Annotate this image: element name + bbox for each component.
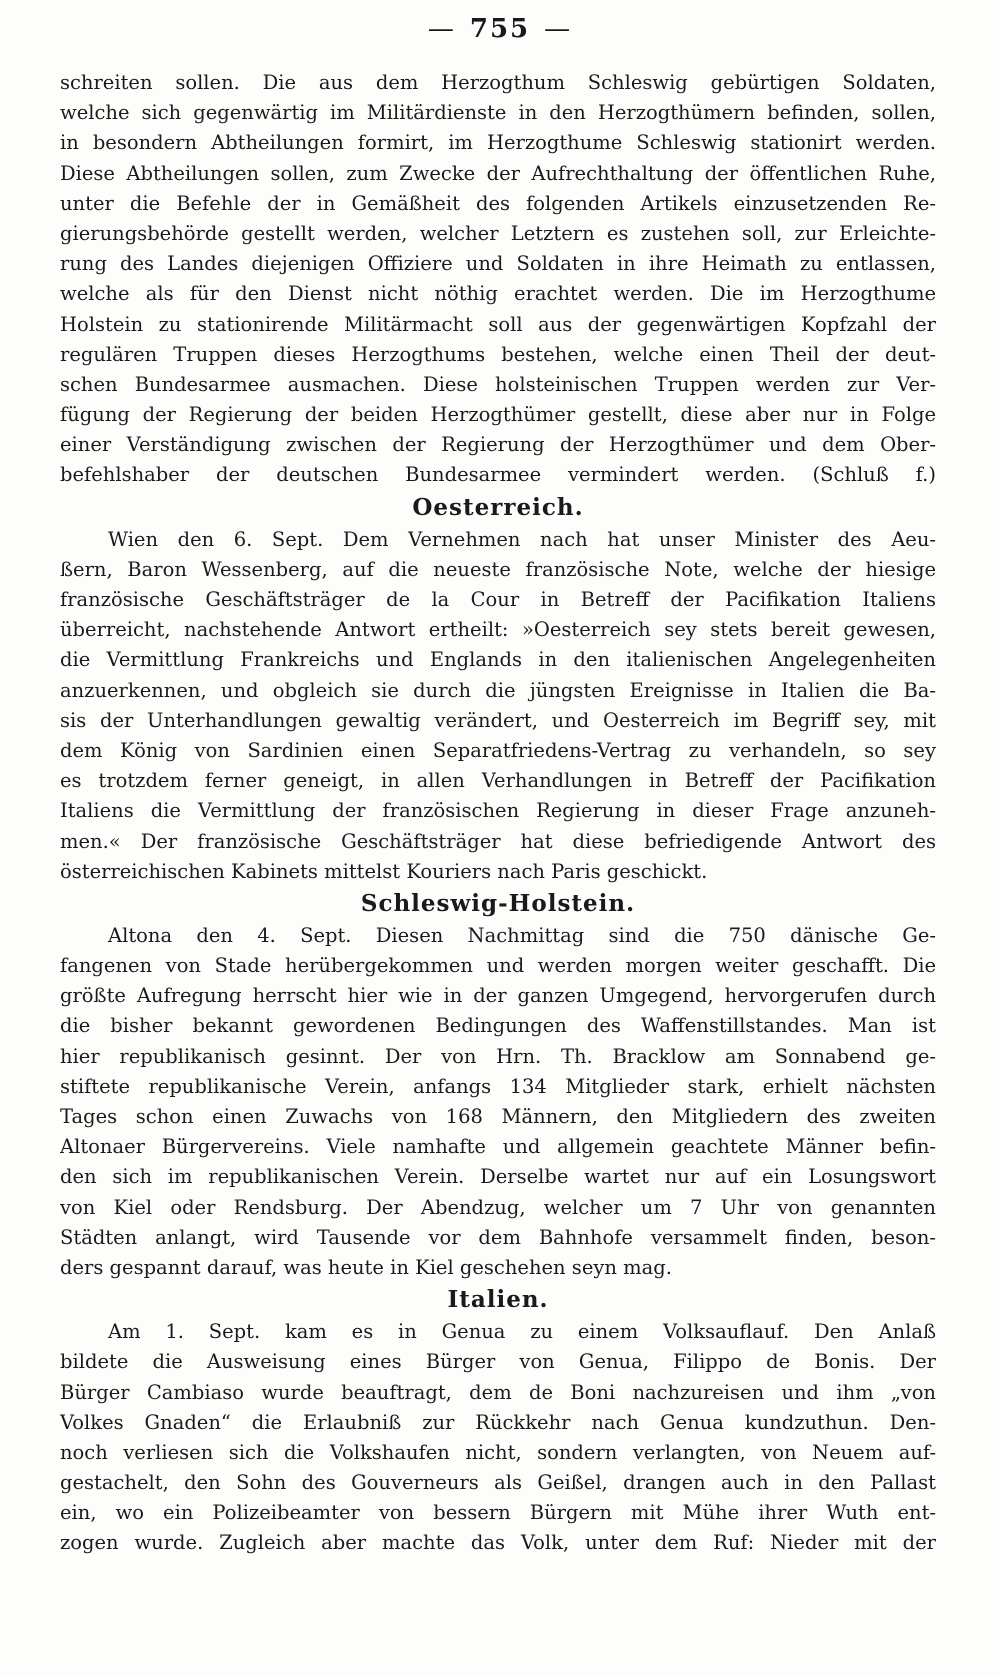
text-line: in besondern Abtheilungen formirt, im Herzogthume Schleswig stationirt werden. [60, 131, 936, 155]
text-line: bildete die Ausweisung eines Bürger von Genua, Filippo de Bonis. Der [60, 1350, 936, 1374]
text-line: gierungsbehörde gestellt werden, welcher Letztern es zustehen soll, zur Erleichte- [60, 221, 936, 245]
text-column [60, 68, 936, 1559]
text-line: es trotzdem ferner geneigt, in allen Verhandlungen in Betreff der Pacifikation [60, 769, 936, 793]
italien-paragraph [60, 1317, 936, 1559]
text-line: Holstein zu stationirende Militärmacht soll aus der gegenwärtigen Kopfzahl der [60, 312, 936, 336]
text-line: Volkes Gnaden“ die Erlaubniß zur Rückkehr nach Genua kundzuthun. Den- [60, 1410, 936, 1434]
text-line: welche als für den Dienst nicht nöthig erachtet werden. Die im Herzogthume [60, 282, 936, 306]
page-header [0, 0, 1000, 60]
heading-italien: Italien. [447, 1286, 549, 1314]
text-line: regulären Truppen dieses Herzogthums bestehen, welche einen Theil der deut- [60, 342, 936, 366]
text-line: hier republikanisch gesinnt. Der von Hrn. Th. Bracklow am Sonnabend ge- [60, 1044, 936, 1068]
text-line: anzuerkennen, und obgleich sie durch die jüngsten Ereignisse in Italien die Ba- [60, 678, 936, 702]
heading-oesterreich: Oesterreich. [412, 493, 584, 521]
text-line: größte Aufregung herrscht hier wie in der ganzen Umgegend, hervorgerufen durch [60, 984, 936, 1008]
heading-schleswig-holstein: Schleswig-Holstein. [360, 889, 636, 917]
text-line: schen Bundesarmee ausmachen. Diese holsteinischen Truppen werden zur Ver- [60, 372, 936, 396]
text-line: den sich im republikanischen Verein. Derselbe wartet nur auf ein Losungswort [60, 1165, 936, 1189]
text-line: sis der Unterhandlungen gewaltig verändert, und Oesterreich im Begriff sey, mit [60, 708, 936, 732]
text-line: ein, wo ein Polizeibeamter von bessern Bürgern mit Mühe ihrer Wuth ent- [60, 1501, 936, 1525]
text-line: fügung der Regierung der beiden Herzogthümer gestellt, diese aber nur in Folge [60, 403, 936, 427]
text-line: Italiens die Vermittlung der französischen Regierung in dieser Frage anzuneh- [60, 799, 936, 823]
text-line: österreichischen Kabinets mittelst Kouriers nach Paris geschickt. [60, 859, 708, 883]
text-line: unter die Befehle der in Gemäßheit des folgenden Artikels einzusetzenden Re- [60, 191, 936, 215]
text-line: Altonaer Bürgervereins. Viele namhafte und allgemein geachtete Männer befin- [60, 1135, 936, 1159]
text-line: dem König von Sardinien einen Separatfriedens-Vertrag zu verhandeln, so sey [60, 738, 936, 762]
text-line: ders gespannt darauf, was heute in Kiel geschehen seyn mag. [60, 1255, 672, 1279]
oesterreich-paragraph [60, 525, 936, 887]
text-line: ßern, Baron Wessenberg, auf die neueste französische Note, welche der hiesige [60, 557, 936, 581]
text-line: stiftete republikanische Verein, anfangs 134 Mitglieder stark, erhielt nächsten [60, 1074, 936, 1098]
page-number: 755 [469, 14, 531, 44]
text-line: Wien den 6. Sept. Dem Vernehmen nach hat unser Minister des Aeu- [108, 527, 936, 551]
text-line: Städten anlangt, wird Tausende vor dem Bahnhofe versammelt finden, beson- [60, 1225, 936, 1249]
text-line: einer Verständigung zwischen der Regierung der Herzogthümer und dem Ober- [60, 433, 936, 457]
text-line: men.« Der französische Geschäftsträger hat diese befriedigende Antwort des [60, 829, 936, 853]
text-line: welche sich gegenwärtig im Militärdienste in den Herzogthümern befinden, sollen, [60, 101, 936, 125]
text-line: zogen wurde. Zugleich aber machte das Volk, unter dem Ruf: Nieder mit der [60, 1531, 936, 1555]
text-line: die Vermittlung Frankreichs und Englands in den italienischen Angelegenheiten [60, 648, 936, 672]
schleswig-holstein-paragraph [60, 921, 936, 1283]
text-line: Bürger Cambiaso wurde beauftragt, dem de Boni nachzureisen und ihm „von [60, 1380, 936, 1404]
text-line: gestachelt, den Sohn des Gouverneurs als Geißel, drangen auch in den Pallast [60, 1471, 936, 1495]
text-line: überreicht, nachstehende Antwort ertheilt: »Oesterreich sey stets bereit gewesen, [60, 618, 936, 642]
intro-paragraph [60, 68, 936, 491]
text-line: französische Geschäftsträger de la Cour in Betreff der Pacifikation Italiens [60, 588, 936, 611]
text-line: die bisher bekannt gewordenen Bedingungen des Waffenstillstandes. Man ist [60, 1014, 936, 1038]
text-line: fangenen von Stade herübergekommen und werden morgen weiter geschafft. Die [60, 954, 936, 978]
text-line: rung des Landes diejenigen Offiziere und Soldaten in ihre Heimath zu entlassen, [60, 252, 936, 276]
header-dash-left: — [427, 14, 456, 44]
header-dash-right: — [544, 14, 573, 44]
text-line: Altona den 4. Sept. Diesen Nachmittag sind die 750 dänische Ge- [108, 923, 936, 947]
text-line: Diese Abtheilungen sollen, zum Zwecke der Aufrechthaltung der öffentlichen Ruhe, [60, 161, 936, 185]
text-line: noch verliesen sich die Volkshaufen nicht, sondern verlangten, von Neuem auf- [60, 1440, 936, 1464]
text-line: befehlshaber der deutschen Bundesarmee vermindert werden. (Schluß f.) [60, 463, 936, 487]
text-line: Am 1. Sept. kam es in Genua zu einem Volksauflauf. Den Anlaß [108, 1320, 936, 1344]
text-line: Tages schon einen Zuwachs von 168 Männern, den Mitgliedern des zweiten [60, 1105, 936, 1128]
text-line: von Kiel oder Rendsburg. Der Abendzug, welcher um 7 Uhr von genannten [60, 1195, 936, 1219]
text-line: schreiten sollen. Die aus dem Herzogthum Schleswig gebürtigen Soldaten, [60, 71, 936, 94]
